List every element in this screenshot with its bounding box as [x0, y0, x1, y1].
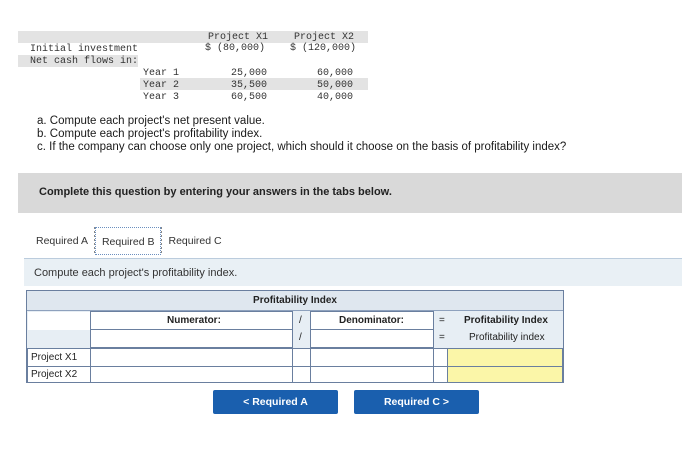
- prompt-band: [24, 258, 682, 286]
- result-header: Profitability Index: [464, 315, 548, 326]
- tab-required-b[interactable]: Required B: [95, 227, 162, 255]
- question-list: [37, 115, 566, 154]
- project-x1-header: Project X1: [208, 32, 269, 43]
- prev-button-label: Required A: [252, 396, 308, 408]
- year-2-x2: 50,000: [316, 80, 353, 91]
- initial-investment-label: Initial investment: [30, 44, 139, 55]
- x2-numerator-input[interactable]: [90, 366, 293, 383]
- row-label-project-x2: Project X2: [31, 369, 78, 380]
- instruction-band: [18, 173, 682, 213]
- x1-divide-cell: [292, 348, 311, 367]
- year-label: Year 2: [143, 80, 180, 91]
- question-a: a. Compute each project's net present value.: [37, 115, 265, 127]
- year-label: Year 1: [143, 68, 180, 79]
- numerator-label: Numerator:: [167, 315, 221, 326]
- chevron-right-icon: >: [442, 396, 450, 408]
- divide-symbol: /: [299, 315, 302, 326]
- prompt-text: Compute each project's profitability index.: [34, 267, 238, 279]
- project-x2-header: Project X2: [294, 32, 355, 43]
- tab-required-c[interactable]: Required C: [168, 235, 222, 247]
- initial-x1-value: $ (80,000): [205, 43, 266, 54]
- numerator-input[interactable]: [90, 329, 293, 348]
- x1-denominator-input[interactable]: [310, 348, 434, 367]
- x2-equals-cell: [433, 366, 448, 383]
- net-cash-label: Net cash flows in:: [30, 56, 139, 67]
- instruction-text: Complete this question by entering your answers in the tabs below.: [39, 186, 392, 198]
- question-b: b. Compute each project's profitability index.: [37, 128, 263, 140]
- year-3-x1: 60,500: [230, 92, 267, 103]
- tab-required-a[interactable]: Required A: [36, 235, 88, 247]
- x1-numerator-input[interactable]: [90, 348, 293, 367]
- tab-bar: [30, 227, 228, 255]
- divide-symbol: /: [299, 332, 302, 343]
- initial-x2-value: $ (120,000): [290, 43, 357, 54]
- next-required-c-button[interactable]: [354, 390, 479, 414]
- x2-divide-cell: [292, 366, 311, 383]
- denominator-input[interactable]: [310, 329, 434, 348]
- year-2-x1: 35,500: [230, 80, 267, 91]
- year-3-x2: 40,000: [316, 92, 353, 103]
- chevron-left-icon: <: [243, 396, 250, 408]
- grid-header-spacer: [28, 312, 90, 330]
- prev-required-a-button[interactable]: [213, 390, 338, 414]
- x2-result-input[interactable]: [447, 366, 563, 383]
- year-1-x1: 25,000: [230, 68, 267, 79]
- year-1-x2: 60,000: [316, 68, 353, 79]
- x1-result-input[interactable]: [447, 348, 563, 367]
- equals-symbol: =: [439, 315, 445, 326]
- row-label-project-x1: Project X1: [31, 352, 78, 363]
- question-c: c. If the company can choose only one project, which should it choose on the basis of profitability index?: [37, 141, 567, 153]
- denominator-label: Denominator:: [339, 315, 404, 326]
- equals-symbol: =: [439, 332, 445, 343]
- result-subheader: Profitability index: [469, 332, 545, 343]
- x2-denominator-input[interactable]: [310, 366, 434, 383]
- year-label: Year 3: [143, 92, 180, 103]
- profitability-index-grid: [26, 290, 564, 383]
- next-button-label: Required C: [383, 396, 440, 408]
- grid-title: Profitability Index: [27, 291, 563, 311]
- x1-equals-cell: [433, 348, 448, 367]
